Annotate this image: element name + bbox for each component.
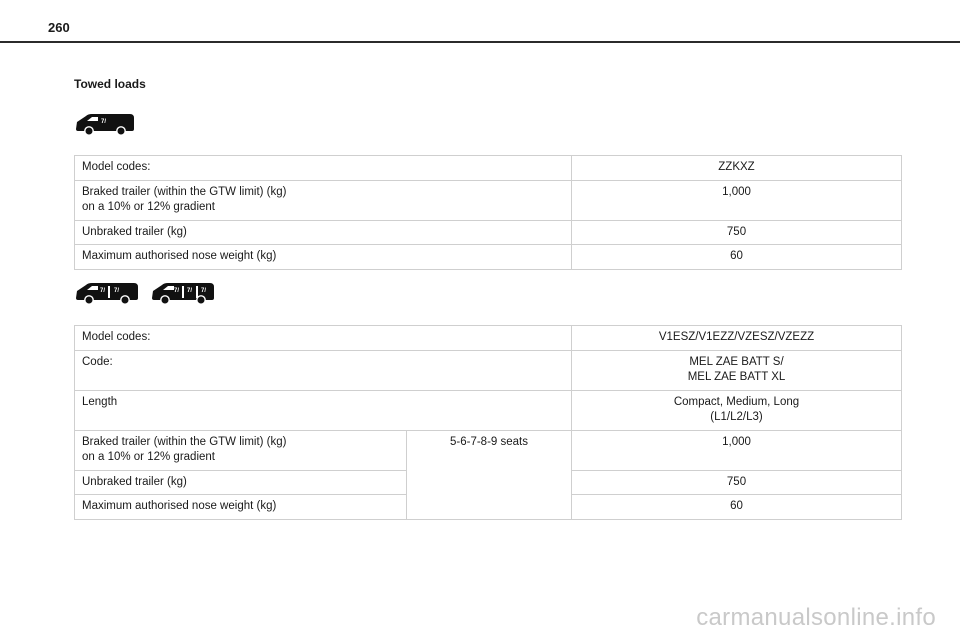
table-row — [75, 220, 902, 245]
label-line: Unbraked trailer (kg) — [82, 225, 187, 238]
svg-text:7/: 7/ — [187, 288, 193, 294]
row-value — [572, 180, 902, 220]
svg-text:7/: 7/ — [174, 288, 180, 294]
value-line: MEL ZAE BATT S/ — [689, 355, 784, 368]
row-label — [75, 245, 572, 270]
row-label — [75, 220, 572, 245]
van-7-seat-icon — [74, 281, 140, 305]
label-line: on a 10% or 12% gradient — [82, 201, 215, 214]
label-line: Maximum authorised nose weight (kg) — [82, 250, 277, 263]
svg-text:7/: 7/ — [101, 119, 107, 125]
label-line: on a 10% or 12% gradient — [82, 451, 215, 464]
page-number: 260 — [48, 20, 70, 35]
row-value — [572, 220, 902, 245]
row-value: V1ESZ/V1EZZ/VZESZ/VZEZZ — [572, 326, 902, 351]
watermark: carmanualsonline.info — [696, 604, 936, 631]
svg-text:7/: 7/ — [100, 288, 106, 294]
row-label: Code: — [75, 350, 572, 390]
value-line: ZZKXZ — [718, 161, 755, 173]
van-7-seat-short-icon — [74, 112, 136, 136]
seats-cell: 5-6-7-8-9 seats — [407, 430, 572, 519]
value-line: 1,000 — [722, 185, 751, 198]
row-label — [75, 180, 572, 220]
value-line: Compact, Medium, Long — [673, 395, 800, 408]
value-line: 750 — [726, 225, 747, 238]
row-value: 1,000 — [572, 430, 902, 470]
label-line: Model codes: — [82, 161, 151, 173]
value-line: 60 — [730, 250, 743, 263]
table-row — [75, 350, 902, 390]
row-value — [572, 245, 902, 270]
section-title: Towed loads — [74, 77, 146, 91]
svg-text:7/: 7/ — [201, 288, 207, 294]
row-label — [75, 156, 572, 181]
table-row — [75, 390, 902, 430]
header-rule — [0, 41, 960, 43]
towed-loads-table-2 — [74, 325, 902, 520]
row-label: Model codes: — [75, 326, 572, 351]
towed-loads-table-1 — [74, 155, 902, 270]
row-label: Unbraked trailer (kg) — [75, 470, 407, 495]
label-line: Braked trailer (within the GTW limit) (kg) — [82, 435, 287, 448]
vehicle-icons-group-1 — [74, 112, 136, 136]
row-value: 750 — [572, 470, 902, 495]
vehicle-icons-group-2 — [74, 281, 216, 305]
row-label: Length — [75, 390, 572, 430]
table-row — [75, 180, 902, 220]
row-label: Maximum authorised nose weight (kg) — [75, 495, 407, 520]
row-value: 60 — [572, 495, 902, 520]
value-line: MEL ZAE BATT XL — [687, 371, 786, 384]
row-label — [75, 430, 407, 470]
table-row — [75, 245, 902, 270]
svg-text:7/: 7/ — [114, 288, 120, 294]
row-value — [572, 156, 902, 181]
value-line: (L1/L2/L3) — [710, 411, 763, 424]
table-row — [75, 326, 902, 351]
van-7-7-seat-icon — [150, 281, 216, 305]
table-row — [75, 156, 902, 181]
row-value — [572, 350, 902, 390]
label-line: Braked trailer (within the GTW limit) (kg) — [82, 185, 287, 198]
row-value — [572, 390, 902, 430]
table-row — [75, 430, 902, 470]
